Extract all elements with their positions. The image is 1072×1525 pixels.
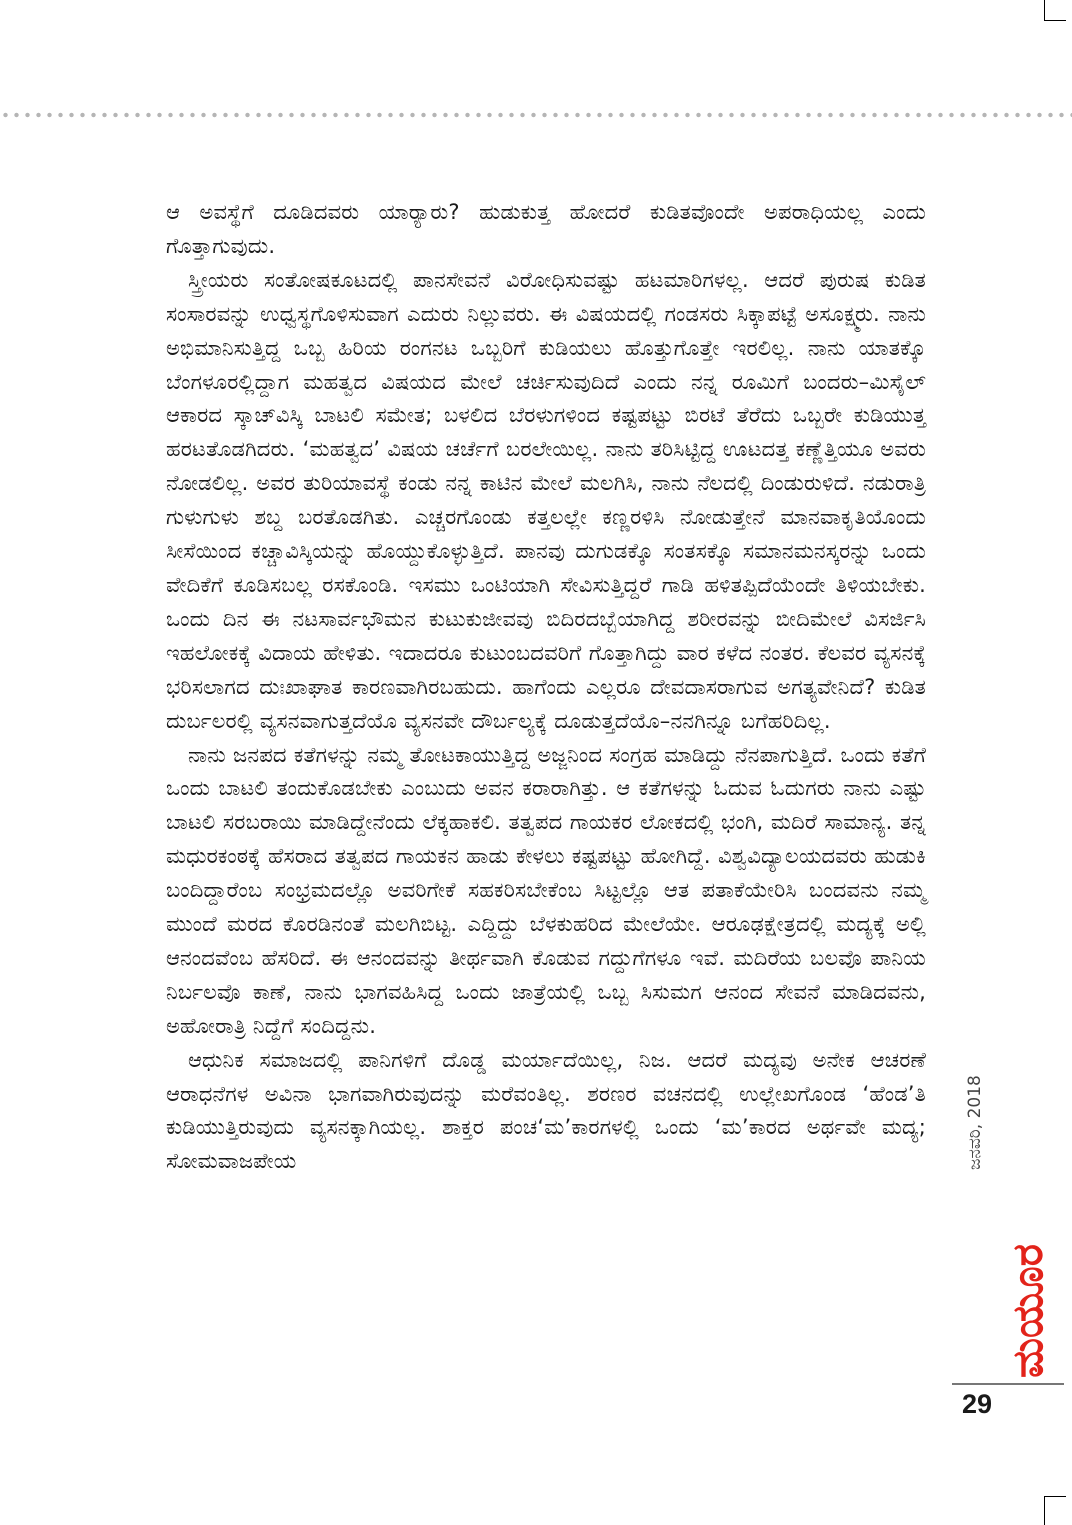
issue-date: ಜನವರಿ, 2018 (965, 1075, 985, 1170)
crop-mark-bottom-right-horizontal (1044, 1496, 1066, 1497)
paragraph: ನಾನು ಜನಪದ ಕತೆಗಳನ್ನು ನಮ್ಮ ತೋಟಕಾಯುತ್ತಿದ್ದ ಅಜ್ಜನಿಂದ ಸಂಗ್ರಹ ಮಾಡಿದ್ದು ನೆನಪಾಗುತ್ತಿದೆ. ಒಂದು ಕತೆಗೆ ಒಂದು ಬಾಟಲಿ ತಂದುಕೊಡಬೇಕು ಎಂಬುದು ಅವನ ಕರಾರಾಗಿತ್ತು. ಆ ಕತೆಗಳನ್ನು ಓದುವ ಓದುಗರು ನಾನು ಎಷ್ಟು ಬಾಟಲಿ ಸರಬರಾಯಿ ಮಾಡಿದ್ದೇನೆಂದು ಲೆಕ್ಕಹಾಕಲಿ. ತತ್ವಪದ ಗಾಯಕರ ಲೋಕದಲ್ಲಿ ಭಂಗಿ, ಮದಿರೆ ಸಾಮಾನ್ಯ. ತನ್ನ ಮಧುರಕಂಠಕ್ಕೆ ಹೆಸರಾದ ತತ್ವಪದ ಗಾಯಕನ ಹಾಡು ಕೇಳಲು ಕಷ್ಟಪಟ್ಟು ಹೋಗಿದ್ದೆ. ವಿಶ್ವವಿದ್ಯಾಲಯದವರು ಹುಡುಕಿ ಬಂದಿದ್ದಾರೆಂಬ ಸಂಭ್ರಮದಲ್ಲೊ ಅವರಿಗೇಕೆ ಸಹಕರಿಸಬೇಕೆಂಬ ಸಿಟ್ಟಲ್ಲೊ ಆತ ಪತಾಕೆಯೇರಿಸಿ ಬಂದವನು ನಮ್ಮ ಮುಂದೆ ಮರದ ಕೊರಡಿನಂತೆ ಮಲಗಿಬಿಟ್ಟ. ಎದ್ದಿದ್ದು ಬೆಳಕುಹರಿದ ಮೇಲೆಯೇ. ಆರೂಢಕ್ಷೇತ್ರದಲ್ಲಿ ಮದ್ಯಕ್ಕೆ ಅಲ್ಲಿ ಆನಂದವೆಂಬ ಹೆಸರಿದೆ. ಈ ಆನಂದವನ್ನು ತೀರ್ಥವಾಗಿ ಕೊಡುವ ಗದ್ದುಗೆಗಳೂ ಇವೆ. ಮದಿರೆಯ ಬಲವೊ ಪಾನಿಯ ನಿರ್ಬಲವೊ ಕಾಣೆ, ನಾನು ಭಾಗವಹಿಸಿದ್ದ ಒಂದು ಜಾತ್ರೆಯಲ್ಲಿ ಒಬ್ಬ ಸಿಸುಮಗ ಆನಂದ ಸೇವನೆ ಮಾಡಿದವನು, ಅಹೋರಾತ್ರಿ ನಿದ್ದೆಗೆ ಸಂದಿದ್ದನು. (166, 742, 926, 1038)
crop-mark-bottom-right-vertical (1044, 1496, 1045, 1525)
paragraph: ಆಧುನಿಕ ಸಮಾಜದಲ್ಲಿ ಪಾನಿಗಳಿಗೆ ದೊಡ್ಡ ಮರ್ಯಾದೆಯಿಲ್ಲ, ನಿಜ. ಆದರೆ ಮದ್ಯವು ಅನೇಕ ಆಚರಣೆ ಆರಾಧನೆಗಳ ಅವಿನಾ ಭಾಗವಾಗಿರುವುದನ್ನು ಮರೆವಂತಿಲ್ಲ. ಶರಣರ ವಚನದಲ್ಲಿ ಉಲ್ಲೇಖಗೊಂಡ ‘ಹೆಂಡ’ತಿ ಕುಡಿಯುತ್ತಿರುವುದು ವ್ಯಸನಕ್ಕಾಗಿಯಲ್ಲ. ಶಾಕ್ತರ ಪಂಚ‘ಮ’ಕಾರಗಳಲ್ಲಿ ಒಂದು ‘ಮ’ಕಾರದ ಅರ್ಥವೇ ಮದ್ಯ; ಸೋಮವಾಜಪೇಯ (166, 1047, 926, 1174)
magazine-logo: ಮಯೂರ (1003, 1244, 1052, 1378)
paragraph: ಸ್ತ್ರೀಯರು ಸಂತೋಷಕೂಟದಲ್ಲಿ ಪಾನಸೇವನೆ ವಿರೋಧಿಸುವಷ್ಟು ಹಟಮಾರಿಗಳಲ್ಲ. ಆದರೆ ಪುರುಷ ಕುಡಿತ ಸಂಸಾರವನ್ನು ಉಧ್ವಸ್ಥಗೊಳಿಸುವಾಗ ಎದುರು ನಿಲ್ಲುವರು. ಈ ವಿಷಯದಲ್ಲಿ ಗಂಡಸರು ಸಿಕ್ಕಾಪಟ್ಟೆ ಅಸೂಕ್ಷ್ಮರು. ನಾನು ಅಭಿಮಾನಿಸುತ್ತಿದ್ದ ಒಬ್ಬ ಹಿರಿಯ ರಂಗನಟ ಒಬ್ಬರಿಗೆ ಕುಡಿಯಲು ಹೊತ್ತುಗೊತ್ತೇ ಇರಲಿಲ್ಲ. ನಾನು ಯಾತಕ್ಕೊ ಬೆಂಗಳೂರಲ್ಲಿದ್ದಾಗ ಮಹತ್ವದ ವಿಷಯದ ಮೇಲೆ ಚರ್ಚಿಸುವುದಿದೆ ಎಂದು ನನ್ನ ರೂಮಿಗೆ ಬಂದರು–ಮಿಸೈಲ್ ಆಕಾರದ ಸ್ಕಾಚ್‌ವಿಸ್ಕಿ ಬಾಟಲಿ ಸಮೇತ; ಬಳಲಿದ ಬೆರಳುಗಳಿಂದ ಕಷ್ಟಪಟ್ಟು ಬಿರಟೆ ತೆರೆದು ಒಬ್ಬರೇ ಕುಡಿಯುತ್ತ ಹರಟತೊಡಗಿದರು. ‘ಮಹತ್ವದ’ ವಿಷಯ ಚರ್ಚೆಗೆ ಬರಲೇಯಿಲ್ಲ. ನಾನು ತರಿಸಿಟ್ಟಿದ್ದ ಊಟದತ್ತ ಕಣ್ಣೆತ್ತಿಯೂ ಅವರು ನೋಡಲಿಲ್ಲ. ಅವರ ತುರಿಯಾವಸ್ಥೆ ಕಂಡು ನನ್ನ ಕಾಟಿನ ಮೇಲೆ ಮಲಗಿಸಿ, ನಾನು ನೆಲದಲ್ಲಿ ದಿಂಡುರುಳಿದೆ. ನಡುರಾತ್ರಿ ಗುಳುಗುಳು ಶಬ್ದ ಬರತೊಡಗಿತು. ಎಚ್ಚರಗೊಂಡು ಕತ್ತಲಲ್ಲೇ ಕಣ್ಣರಳಿಸಿ ನೋಡುತ್ತೇನೆ ಮಾನವಾಕೃತಿಯೊಂದು ಸೀಸೆಯಿಂದ ಕಚ್ಚಾವಿಸ್ಕಿಯನ್ನು ಹೊಯ್ದುಕೊಳ್ಳುತ್ತಿದೆ. ಪಾನವು ದುಗುಡಕ್ಕೊ ಸಂತಸಕ್ಕೊ ಸಮಾನಮನಸ್ಕರನ್ನು ಒಂದು ವೇದಿಕೆಗೆ ಕೂಡಿಸಬಲ್ಲ ರಸಕೊಂಡಿ. ಇಸಮು ಒಂಟಿಯಾಗಿ ಸೇವಿಸುತ್ತಿದ್ದರೆ ಗಾಡಿ ಹಳಿತಪ್ಪಿದೆಯೆಂದೇ ತಿಳಿಯಬೇಕು. ಒಂದು ದಿನ ಈ ನಟಸಾರ್ವಭೌಮನ ಕುಟುಕುಜೀವವು ಬಿದಿರದಬ್ಬೆಯಾಗಿದ್ದ ಶರೀರವನ್ನು ಬೀದಿಮೇಲೆ ವಿಸರ್ಜಿಸಿ ಇಹಲೋಕಕ್ಕೆ ವಿದಾಯ ಹೇಳಿತು. ಇದಾದರೂ ಕುಟುಂಬದವರಿಗೆ ಗೊತ್ತಾಗಿದ್ದು ವಾರ ಕಳೆದ ನಂತರ. ಕೆಲವರ ವ್ಯಸನಕ್ಕೆ ಭರಿಸಲಾಗದ ದುಃಖಾಘಾತ ಕಾರಣವಾಗಿರಬಹುದು. ಹಾಗೆಂದು ಎಲ್ಲರೂ ದೇವದಾಸರಾಗುವ ಅಗತ್ಯವೇನಿದೆ? ಕುಡಿತ ದುರ್ಬಲರಲ್ಲಿ ವ್ಯಸನವಾಗುತ್ತದೆಯೊ ವ್ಯಸನವೇ ದೌರ್ಬಲ್ಯಕ್ಕೆ ದೂಡುತ್ತದೆಯೊ–ನನಗಿನ್ನೂ ಬಗೆಹರಿದಿಲ್ಲ. (166, 267, 926, 733)
dotted-divider (0, 112, 1072, 118)
page-number: 29 (962, 1389, 993, 1419)
paragraph: ಆ ಅವಸ್ಥೆಗೆ ದೂಡಿದವರು ಯಾರ್‍ಯಾರು? ಹುಡುಕುತ್ತ ಹೋದರೆ ಕುಡಿತವೊಂದೇ ಅಪರಾಧಿಯಲ್ಲ ಎಂದು ಗೊತ್ತಾಗುವುದು. (166, 200, 926, 258)
page-number-rule (952, 1383, 1064, 1385)
article-body (166, 196, 926, 1179)
crop-mark-top-right-horizontal (1044, 20, 1066, 21)
crop-mark-top-right-vertical (1044, 0, 1045, 20)
